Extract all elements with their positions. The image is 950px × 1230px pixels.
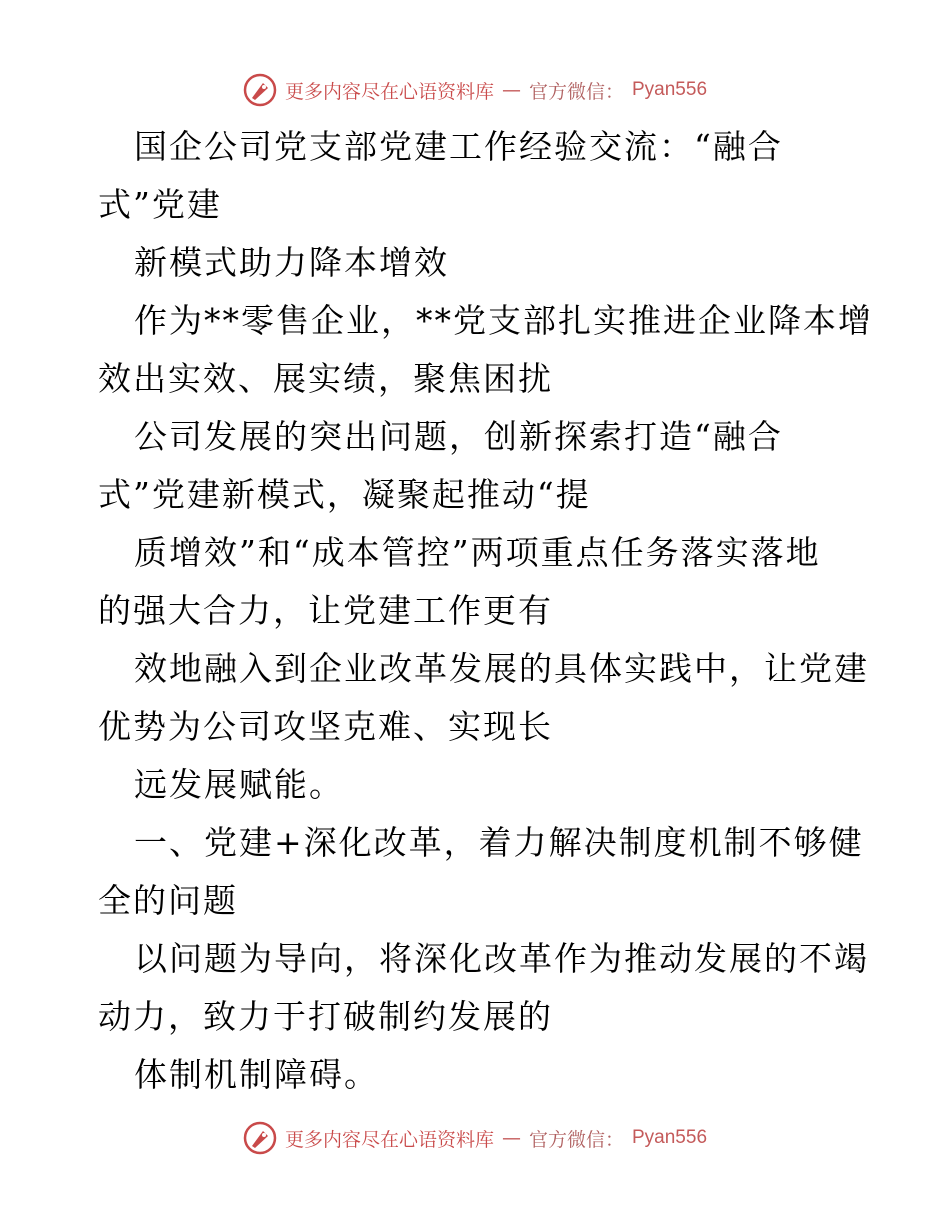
doc-line-12: 远发展赋能。 xyxy=(134,765,344,804)
doc-line-10: 效地融入到企业改革发展的具体实践中，让党建 xyxy=(134,649,869,688)
pen-nib-logo-icon xyxy=(243,1121,277,1155)
doc-line-6: 公司发展的突出问题，创新探索打造“融合 xyxy=(134,417,783,456)
banner-wechat-label: 官方微信： xyxy=(528,80,624,103)
doc-line-3: 新模式助力降本增效 xyxy=(134,243,449,282)
doc-line-13: 一、党建+深化改革，着力解决制度机制不够健 xyxy=(134,823,864,862)
doc-line-9: 的强大合力，让党建工作更有 xyxy=(98,591,553,630)
document-body xyxy=(98,118,873,1104)
header-banner xyxy=(0,70,950,110)
banner-brand-text: 更多内容尽在心语资料库 xyxy=(284,1128,494,1151)
doc-line-8: 质增效”和“成本管控”两项重点任务落实落地 xyxy=(134,533,821,572)
banner-wechat-id: Pyan556 xyxy=(632,1127,708,1148)
doc-line-11: 优势为公司攻坚克难、实现长 xyxy=(98,707,553,746)
banner-wechat-id: Pyan556 xyxy=(632,79,708,100)
doc-line-15: 以问题为导向，将深化改革作为推动发展的不竭 xyxy=(134,939,869,978)
banner-separator: — xyxy=(501,79,521,101)
banner-wechat-label: 官方微信： xyxy=(528,1128,624,1151)
doc-line-14: 全的问题 xyxy=(98,881,238,920)
doc-line-17: 体制机制障碍。 xyxy=(134,1055,379,1094)
pen-nib-logo-icon xyxy=(243,73,277,107)
doc-line-5: 效出实效、展实绩，聚焦困扰 xyxy=(98,359,553,398)
doc-line-16: 动力，致力于打破制约发展的 xyxy=(98,997,553,1036)
banner-separator: — xyxy=(501,1127,521,1149)
doc-line-1: 国企公司党支部党建工作经验交流：“融合 xyxy=(134,127,783,166)
doc-line-2: 式”党建 xyxy=(98,185,222,224)
banner-brand-text: 更多内容尽在心语资料库 xyxy=(284,80,494,103)
doc-line-4: 作为**零售企业，**党支部扎实推进企业降本增 xyxy=(134,301,873,340)
footer-banner xyxy=(0,1118,950,1158)
doc-line-7: 式”党建新模式，凝聚起推动“提 xyxy=(98,475,591,514)
